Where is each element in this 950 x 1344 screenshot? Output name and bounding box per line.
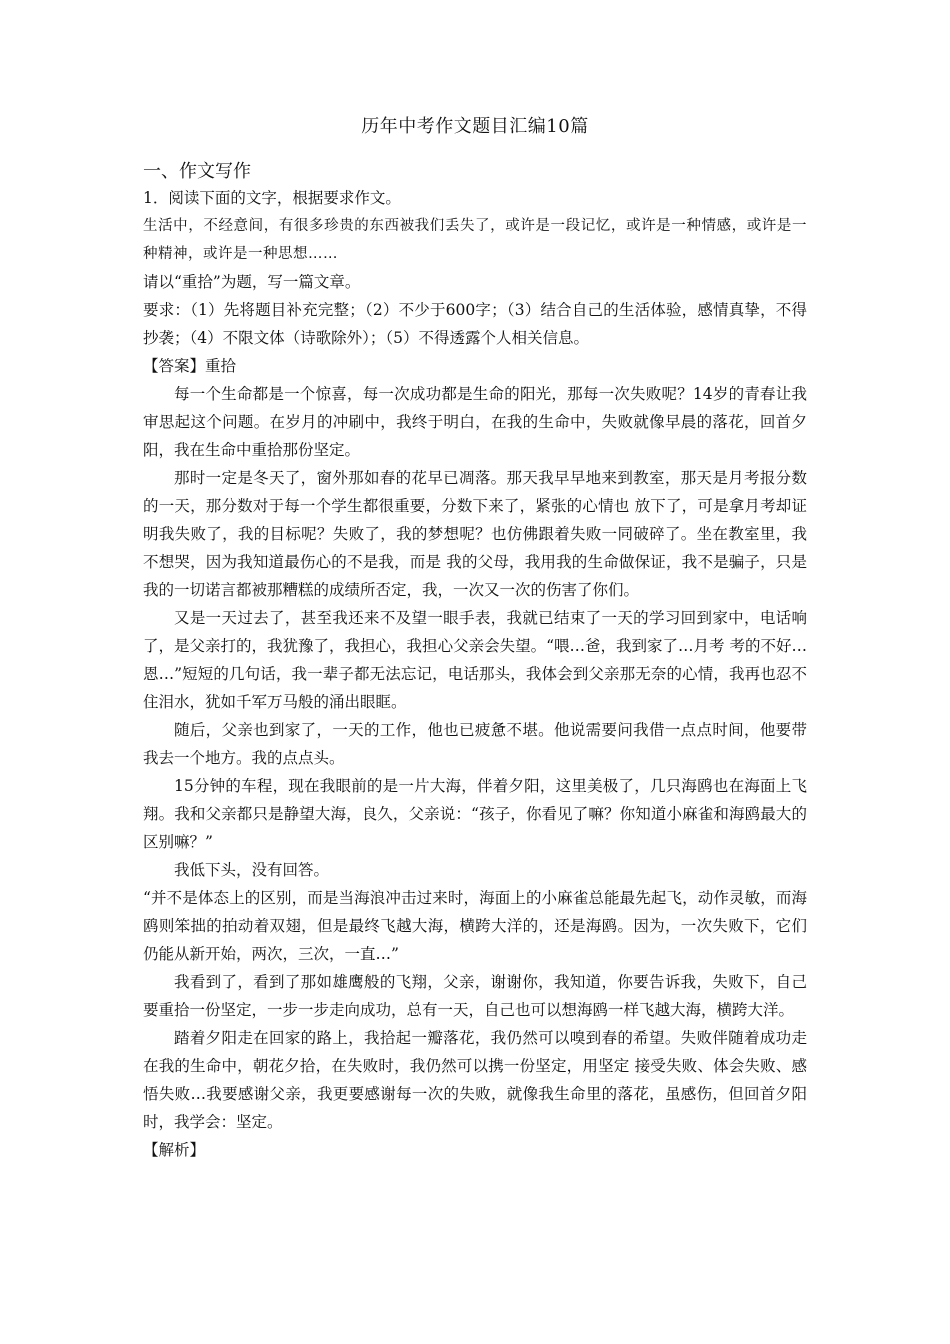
essay-paragraph-9: 踏着夕阳走在回家的路上，我拾起一瓣落花，我仍然可以嗅到春的希望。失败伴随着成功走在我的生命中，朝花夕拾，在失败时，我仍然可以携一份坚定，用坚定 接受失败、体会失败、感悟失败…我要感谢父亲，我更要感谢每一次的失败，就像我生命里的落花，虽感伤，但回首夕阳时，我学会：坚定。 xyxy=(143,1029,807,1131)
essay-paragraph-8: 我看到了，看到了那如雄鹰般的飞翔，父亲，谢谢你，我知道，你要告诉我，失败下，自己要重拾一份坚定，一步一步走向成功，总有一天，自己也可以想海鸥一样飞越大海，横跨大洋。 xyxy=(143,973,807,1019)
question-intro: 1．阅读下面的文字，根据要求作文。 xyxy=(143,189,401,207)
essay-paragraph-4: 随后，父亲也到家了，一天的工作，他也已疲惫不堪。他说需要问我借一点点时间，他要带我去一个地方。我的点点头。 xyxy=(143,721,807,767)
analysis-label: 【解析】 xyxy=(143,1141,206,1159)
essay-paragraph-3: 又是一天过去了，甚至我还来不及望一眼手表，我就已结束了一天的学习回到家中，电话响了，是父亲打的，我犹豫了，我担心，我担心父亲会失望。“喂…爸，我到家了…月考 考的不好…恩…”短短的几句话，我一辈子都无法忘记，电话那头，我体会到父亲那无奈的心情，我再也忍不住泪水，犹如千军万马般的涌出眼眶。 xyxy=(143,609,807,711)
document-body xyxy=(143,112,807,1164)
essay-paragraph-5: 15分钟的车程，现在我眼前的是一片大海，伴着夕阳，这里美极了，几只海鸥也在海面上飞翔。我和父亲都只是静望大海，良久，父亲说：“孩子，你看见了嘛？你知道小麻雀和海鸥最大的区别嘛？” xyxy=(143,777,807,851)
essay-paragraph-1: 每一个生命都是一个惊喜，每一次成功都是生命的阳光，那每一次失败呢？14岁的青春让我审思起这个问题。在岁月的冲刷中，我终于明白，在我的生命中，失败就像早晨的落花，回首夕阳，我在生命中重拾那份坚定。 xyxy=(143,385,807,459)
answer-label: 【答案】重拾 xyxy=(143,357,237,375)
section-heading: 一、作文写作 xyxy=(143,161,251,182)
requirements: 要求：（1）先将题目补充完整；（2）不少于600字；（3）结合自己的生活体验，感情真挚，不得抄袭；（4）不限文体（诗歌除外）；（5）不得透露个人相关信息。 xyxy=(143,301,807,347)
essay-paragraph-6: 我低下头，没有回答。 xyxy=(174,861,330,879)
writing-instruction: 请以“重拾”为题，写一篇文章。 xyxy=(143,273,361,291)
essay-paragraph-2: 那时一定是冬天了，窗外那如春的花早已凋落。那天我早早地来到教室，那天是月考报分数的一天，那分数对于每一个学生都很重要，分数下来了，紧张的心情也 放下了，可是拿月考却证明我失败了，我的目标呢？失败了，我的梦想呢？也仿佛跟着失败一同破碎了。坐在教室里，我不想哭，因为我知道最伤心的不是我，而是 我的父母，我用我的生命做保证，我不是骗子，只是我的一切诺言都被那糟糕的成绩所否定，我，一次又一次的伤害了你们。 xyxy=(143,469,807,599)
essay-paragraph-7: “并不是体态上的区别，而是当海浪冲击过来时，海面上的小麻雀总能最先起飞，动作灵敏，而海鸥则笨拙的拍动着双翅，但是最终飞越大海，横跨大洋的，还是海鸥。因为，一次失败下，它们仍能从新开始，两次，三次，一直…” xyxy=(143,889,807,963)
document-title: 历年中考作文题目汇编10篇 xyxy=(361,116,589,137)
prompt-text: 生活中，不经意间，有很多珍贵的东西被我们丢失了，或许是一段记忆，或许是一种情感，或许是一种精神，或许是一种思想…… xyxy=(143,218,807,262)
